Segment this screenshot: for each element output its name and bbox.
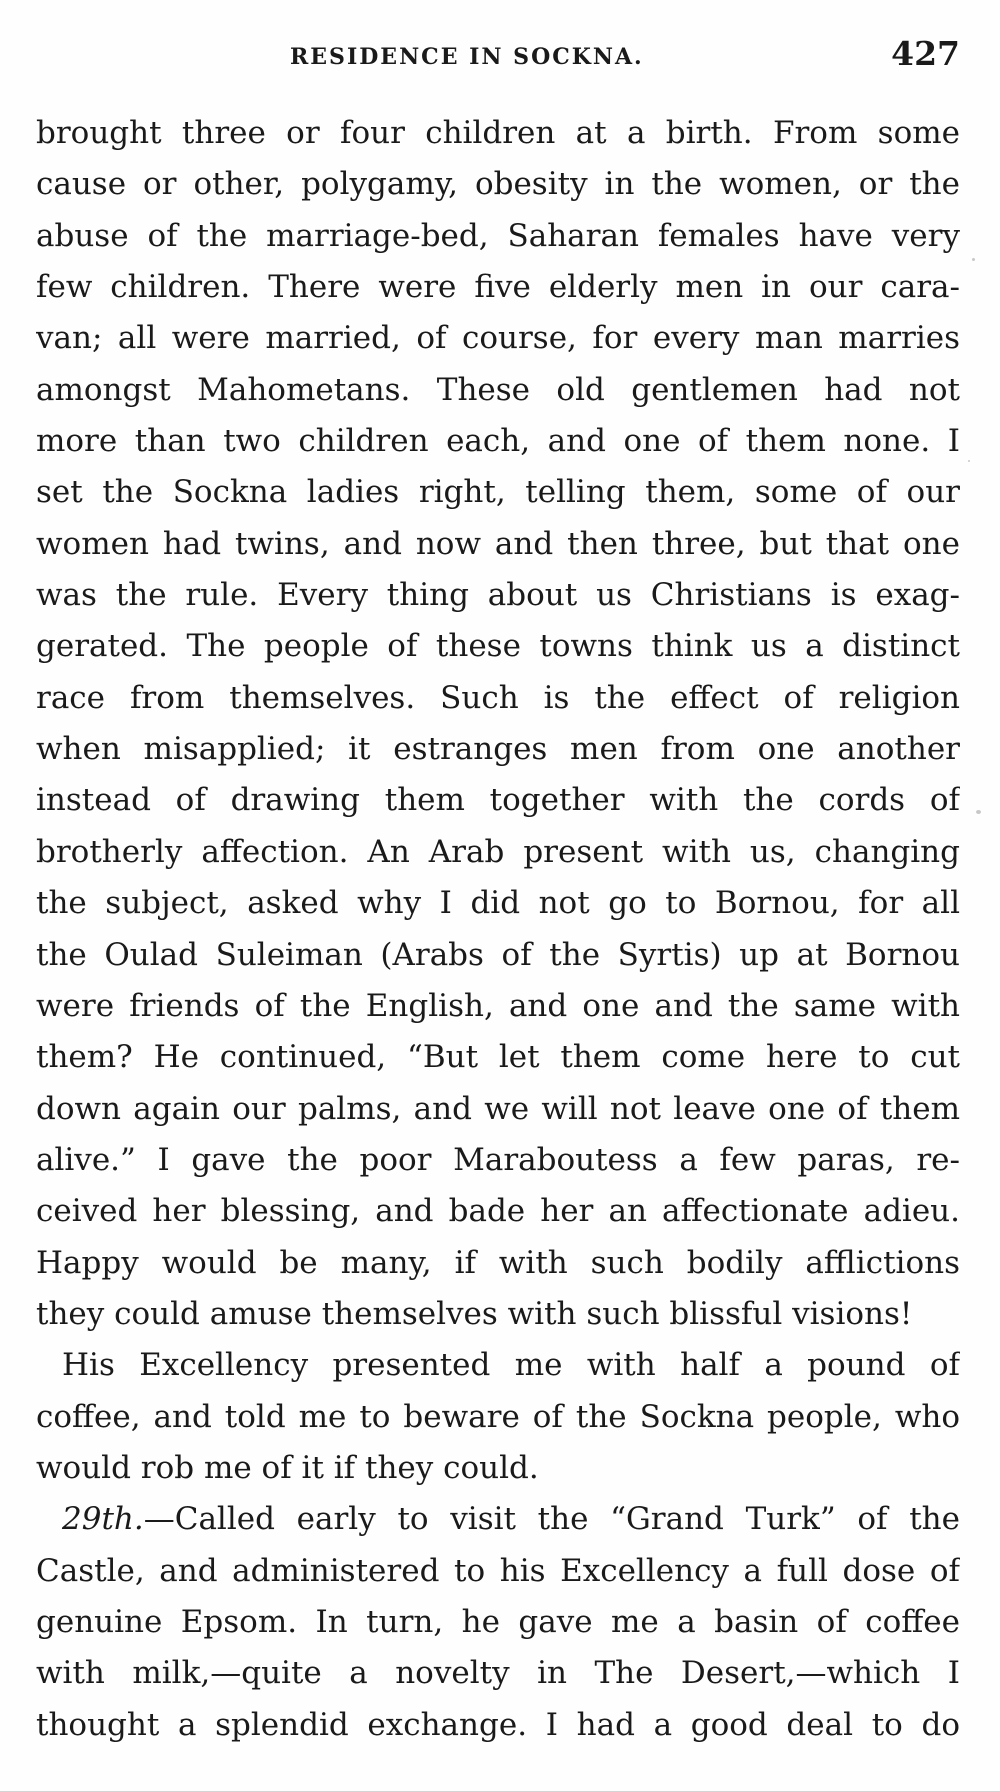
- text-line: with milk,—quite a novelty in The Desert,—which I: [36, 1655, 960, 1692]
- text-line-rest: —Called early to visit the “Grand Turk” of the: [143, 1501, 960, 1538]
- text-line: alive.” I gave the poor Maraboutess a few paras, re-: [36, 1141, 960, 1178]
- scan-speck: [976, 810, 981, 814]
- text-line: thought a splendid exchange. I had a good deal to do: [36, 1706, 960, 1743]
- text-line: down again our palms, and we will not leave one of them: [36, 1090, 960, 1127]
- text-line: abuse of the marriage-bed, Saharan females have very: [36, 217, 960, 254]
- text-line: the subject, asked why I did not go to Bornou, for all: [36, 885, 960, 922]
- text-line: the Oulad Suleiman (Arabs of the Syrtis) up at Bornou: [36, 936, 960, 973]
- text-line: set the Sockna ladies right, telling them, some of our: [36, 474, 960, 511]
- text-line: was the rule. Every thing about us Christians is exag-: [36, 577, 960, 614]
- scan-speck: [968, 460, 970, 462]
- text-line: genuine Epsom. In turn, he gave me a basin of coffee: [36, 1603, 960, 1640]
- text-line: ceived her blessing, and bade her an affectionate adieu.: [36, 1193, 960, 1230]
- text-line: brotherly affection. An Arab present with us, changing: [36, 833, 960, 870]
- text-line: would rob me of it if they could.: [36, 1449, 539, 1486]
- scan-speck: [972, 258, 975, 261]
- body-text: [36, 108, 960, 1751]
- text-line: race from themselves. Such is the effect of religion: [36, 679, 960, 716]
- running-title: RESIDENCE IN SOCKNA.: [290, 44, 644, 70]
- text-line-dated: [36, 1494, 960, 1545]
- text-line: van; all were married, of course, for every man marries: [36, 320, 960, 357]
- text-line: instead of drawing them together with the cords of: [36, 782, 960, 819]
- entry-date: 29th.: [62, 1501, 144, 1538]
- text-line: gerated. The people of these towns think us a distinct: [36, 628, 960, 665]
- text-line: brought three or four children at a birth. From some: [36, 115, 960, 151]
- text-line: when misapplied; it estranges men from one another: [36, 731, 960, 768]
- text-line: them? He continued, “But let them come here to cut: [36, 1039, 960, 1076]
- running-head: [0, 34, 1000, 86]
- text-line: Happy would be many, if with such bodily afflictions: [36, 1244, 960, 1281]
- text-line: cause or other, polygamy, obesity in the women, or the: [36, 166, 960, 203]
- text-line: Castle, and administered to his Excellency a full dose of: [36, 1552, 960, 1589]
- text-line: were friends of the English, and one and the same with: [36, 987, 960, 1024]
- text-line: amongst Mahometans. These old gentlemen had not: [36, 371, 960, 408]
- page-number: 427: [891, 34, 960, 73]
- text-line: coffee, and told me to beware of the Sockna people, who: [36, 1398, 960, 1435]
- text-line: they could amuse themselves with such blissful visions!: [36, 1295, 913, 1332]
- text-line: women had twins, and now and then three, but that one: [36, 525, 960, 562]
- text-line: His Excellency presented me with half a pound of: [62, 1347, 960, 1384]
- text-line: few children. There were five elderly men in our cara-: [36, 269, 960, 306]
- text-line: more than two children each, and one of them none. I: [36, 423, 960, 460]
